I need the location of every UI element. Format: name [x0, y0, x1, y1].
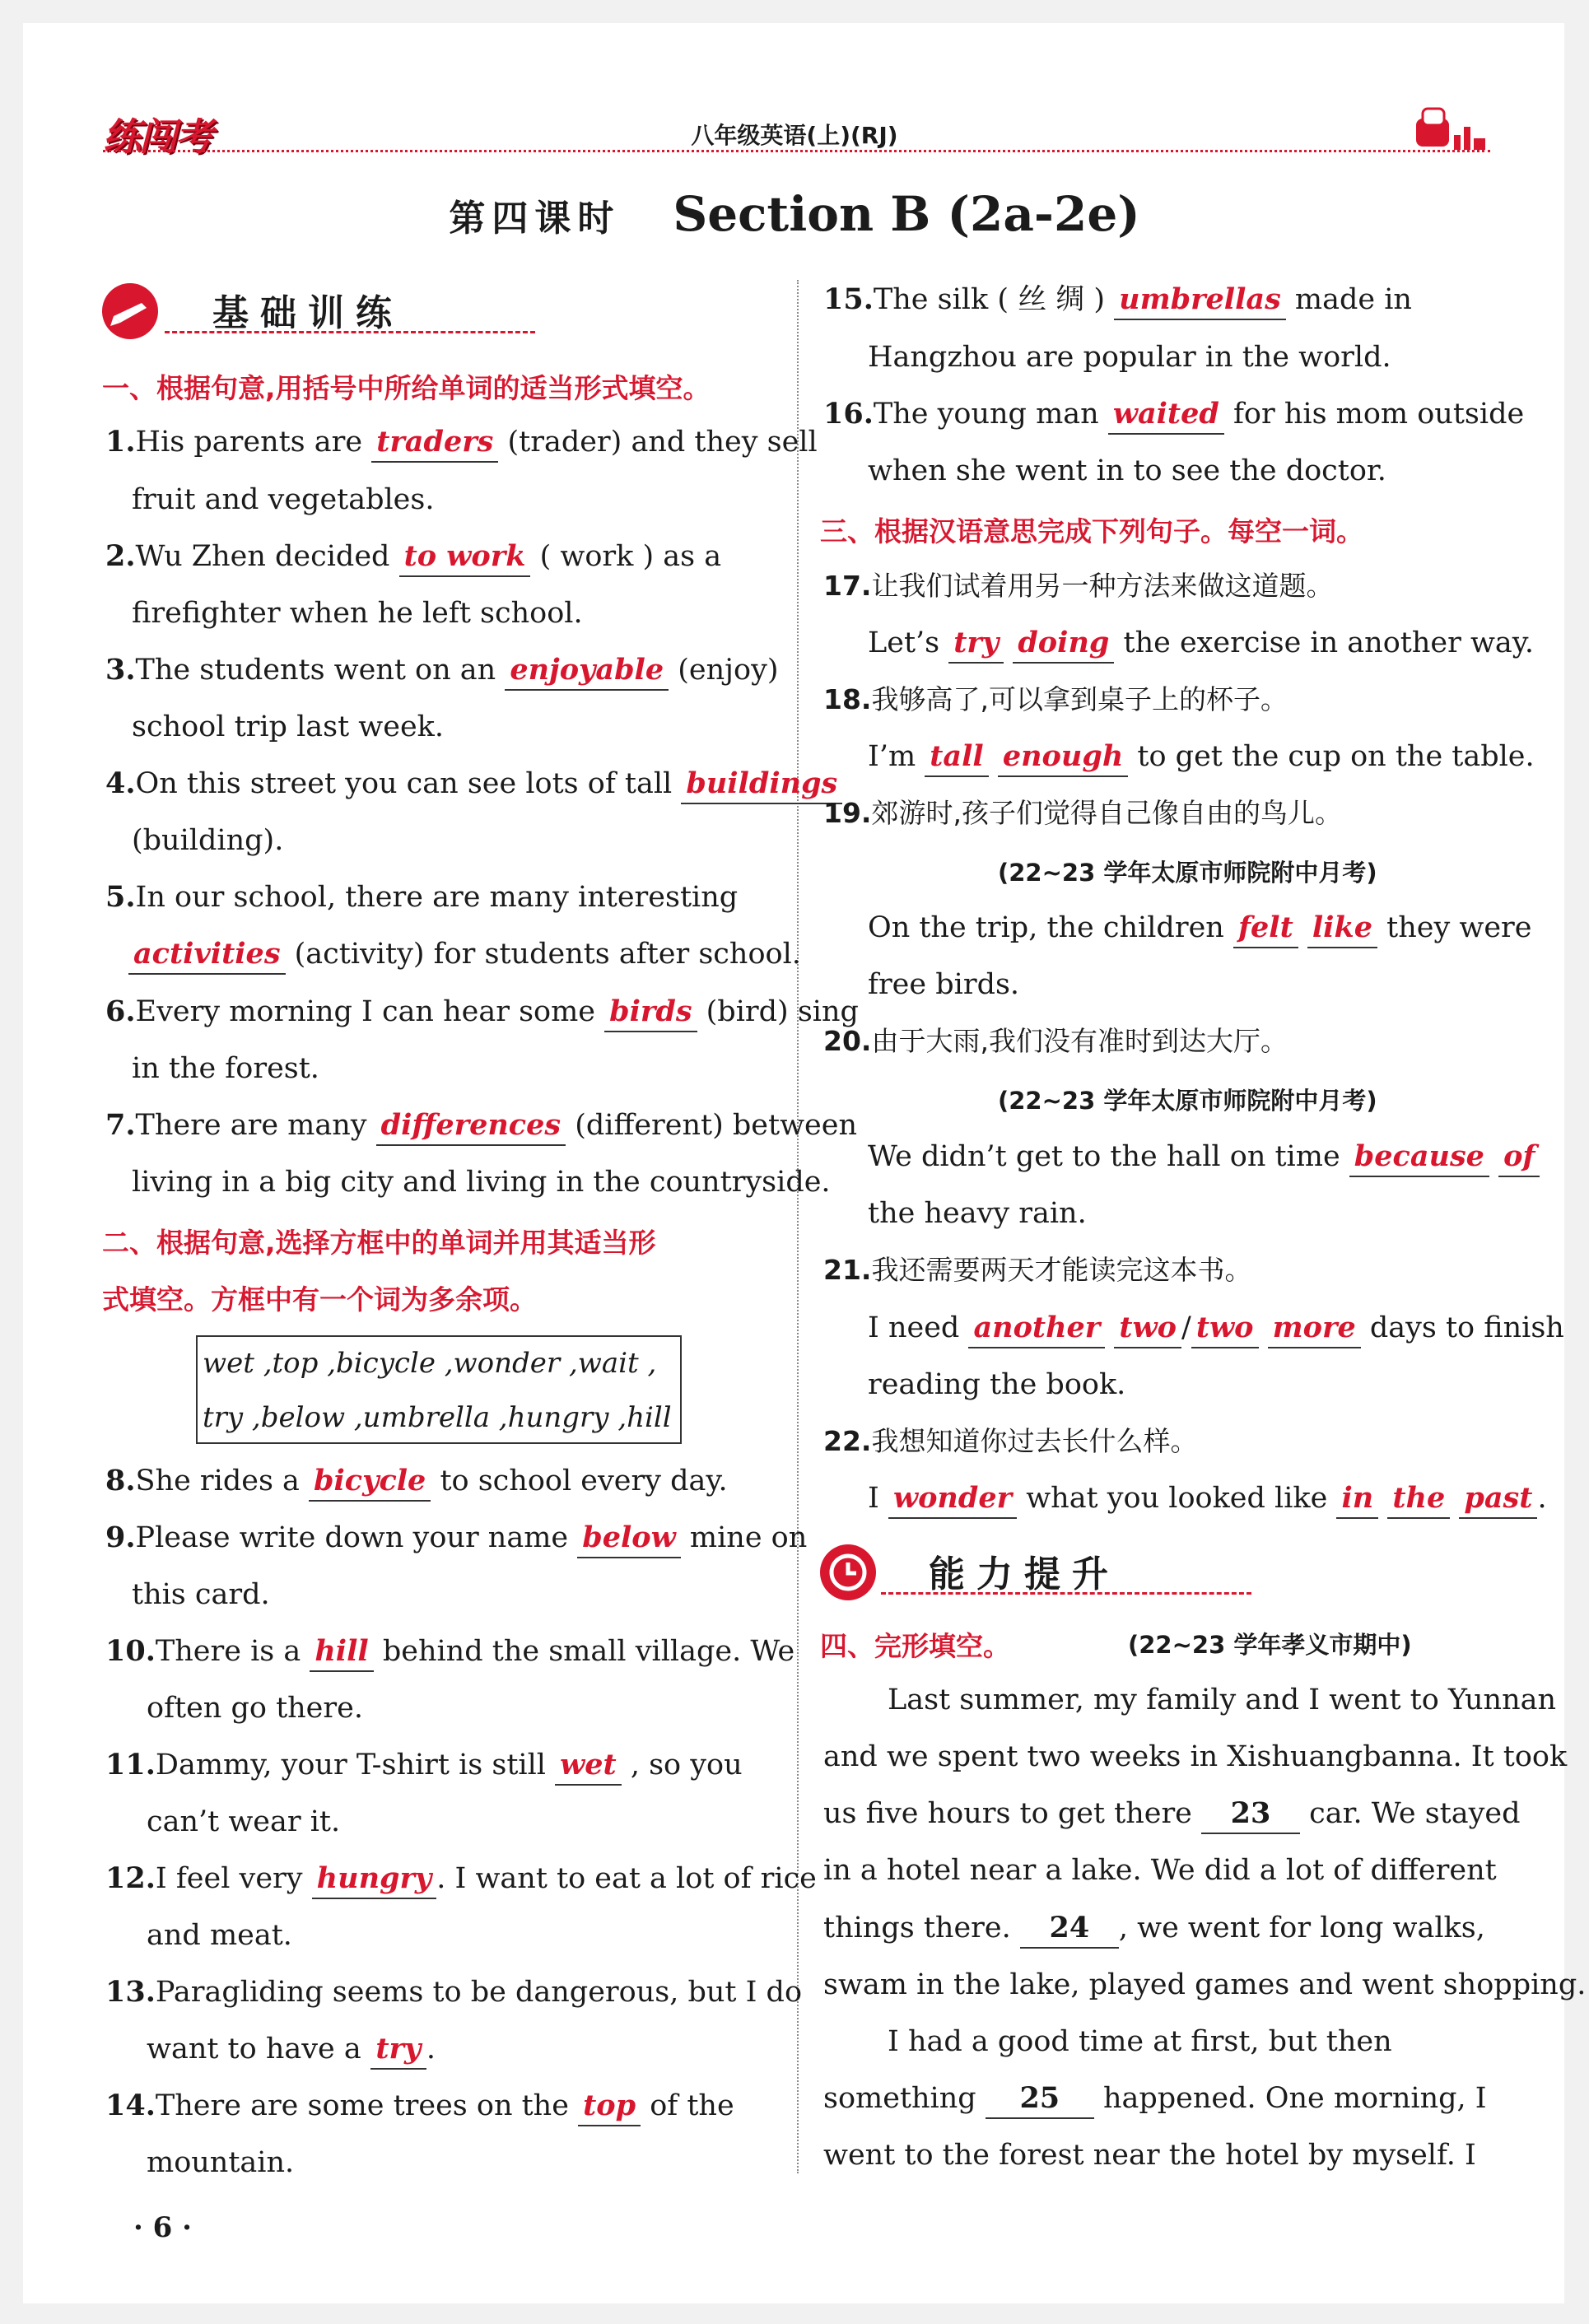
q22-answer-2: in [1336, 1479, 1378, 1519]
word-box-row1: wet ,top ,bicycle ,wonder ,wait , [203, 1347, 657, 1380]
q20-english-line2: the heavy rain. [868, 1197, 1087, 1230]
q2-line2: firefighter when he left school. [132, 597, 583, 630]
lesson-title [0, 186, 1589, 242]
q7-line2: living in a big city and living in the countryside. [132, 1166, 831, 1199]
q17-english: Let’s try doing the exercise in another way. [868, 624, 1534, 664]
q20-answer-1: because [1349, 1138, 1489, 1177]
q20-english-line1: We didn’t get to the hall on time because of [868, 1138, 1540, 1177]
q9-line1: 9.Please write down your name below mine on [105, 1519, 807, 1558]
q17-answer-1: try [948, 624, 1004, 664]
q17-chinese: 17.让我们试着用另一种方法来做这道题。 [823, 570, 1334, 602]
q22-english: I wonder what you looked like in the past . [868, 1479, 1547, 1519]
cloze-blank-24: 24 [1020, 1909, 1119, 1949]
q15-line2: Hangzhou are popular in the world. [868, 341, 1391, 374]
q2-line1: 2.Wu Zhen decided to work ( work ) as a [105, 538, 721, 577]
q20-source: (22~23 学年太原市师院附中月考) [998, 1087, 1377, 1115]
q11-answer: wet [555, 1746, 622, 1786]
q1-line1: 1.His parents are traders (trader) and they sell [105, 423, 818, 463]
q11-line2: can’t wear it. [147, 1805, 341, 1838]
cloze-line8: something 25 happened. One morning, I [823, 2079, 1487, 2119]
q10-answer: hill [310, 1632, 373, 1672]
clock-icon [820, 1544, 876, 1600]
q10-line2: often go there. [147, 1692, 363, 1725]
q21-english-line2: reading the book. [868, 1368, 1126, 1401]
q21-answer-4: more [1268, 1309, 1361, 1348]
book-title: 八年级英语(上)(RJ) [691, 122, 898, 149]
q6-line2: in the forest. [132, 1052, 319, 1085]
cloze-line9: went to the forest near the hotel by myself. I [823, 2139, 1476, 2172]
q18-chinese: 18.我够高了,可以拿到桌子上的杯子。 [823, 683, 1288, 715]
section-basic-underline [165, 331, 535, 333]
q19-source: (22~23 学年太原市师院附中月考) [998, 859, 1377, 887]
q16-line2: when she went in to see the doctor. [868, 454, 1386, 487]
section-advanced-title: 能力提升 [929, 1553, 1120, 1595]
q1-answer: traders [371, 423, 498, 463]
pencil-icon [102, 283, 158, 339]
part2-instruction-line1: 二、根据句意,选择方框中的单词并用其适当形 [102, 1227, 656, 1259]
q7-line1: 7.There are many differences (different) between [105, 1106, 857, 1146]
part4-source: (22~23 学年孝义市期中) [1128, 1631, 1412, 1659]
q9-answer: below [577, 1519, 681, 1558]
q18-answer-2: enough [998, 738, 1128, 777]
cloze-blank-25: 25 [986, 2079, 1094, 2119]
q14-line2: mountain. [147, 2146, 295, 2179]
q21-answer-2: two [1114, 1309, 1181, 1348]
page-number: · 6 · [133, 2211, 193, 2244]
cloze-line6: swam in the lake, played games and went shopping. [823, 1968, 1587, 2001]
q4-line2: (building). [132, 824, 284, 857]
cloze-blank-23: 23 [1201, 1795, 1300, 1834]
q21-answer-1: another [968, 1309, 1105, 1348]
q7-answer: differences [376, 1106, 566, 1146]
q22-answer-1: wonder [888, 1479, 1017, 1519]
q18-english: I’m tall enough to get the cup on the table. [868, 738, 1535, 777]
q16-line1: 16.The young man waited for his mom outside [823, 395, 1524, 435]
q13-line1: 13.Paragliding seems to be dangerous, but I do [105, 1975, 803, 2009]
q1-line2: fruit and vegetables. [132, 483, 435, 516]
q8-line1: 8.She rides a bicycle to school every day. [105, 1462, 728, 1502]
q4-line1: 4.On this street you can see lots of tall buildings [105, 765, 842, 804]
q19-chinese: 19.郊游时,孩子们觉得自己像自由的鸟儿。 [823, 797, 1342, 829]
q8-answer: bicycle [309, 1462, 431, 1502]
brand-logo: 练闯考 [103, 114, 212, 159]
q15-answer: umbrellas [1114, 281, 1286, 320]
q16-answer: waited [1108, 395, 1224, 435]
q12-answer: hungry [312, 1860, 437, 1899]
word-box-row2: try ,below ,umbrella ,hungry ,hill [203, 1401, 672, 1434]
cloze-line3: us five hours to get there 23 car. We stayed [823, 1795, 1521, 1834]
q21-answer-3: two [1191, 1309, 1259, 1348]
q21-chinese: 21.我还需要两天才能读完这本书。 [823, 1254, 1252, 1286]
q3-line2: school trip last week. [132, 710, 445, 743]
cloze-line2: and we spent two weeks in Xishuangbanna. It took [823, 1740, 1568, 1773]
q20-chinese: 20.由于大雨,我们没有准时到达大厅。 [823, 1025, 1288, 1057]
q18-answer-1: tall [925, 738, 988, 777]
section-basic-title: 基础训练 [212, 292, 403, 334]
cloze-line4: in a hotel near a lake. We did a lot of different [823, 1854, 1497, 1887]
q21-english-line1: I need another two / two more days to finish [868, 1309, 1564, 1348]
q6-answer: birds [604, 993, 697, 1032]
q19-english-line1: On the trip, the children felt like they were [868, 909, 1531, 948]
q5-line1: 5.In our school, there are many interesting [105, 880, 739, 914]
q17-answer-2: doing [1013, 624, 1114, 664]
q19-answer-2: like [1307, 909, 1377, 948]
q14-answer: top [578, 2087, 641, 2126]
q20-answer-2: of [1498, 1138, 1540, 1177]
q15-line1: 15.The silk ( 丝 绸 ) umbrellas made in [823, 281, 1412, 320]
lesson-number: 第四课时 [449, 198, 621, 240]
part2-instruction-line2: 式填空。方框中有一个词为多余项。 [102, 1283, 537, 1316]
q19-answer-1: felt [1233, 909, 1298, 948]
q2-answer: to work [399, 538, 531, 577]
lesson-section: Section B (2a-2e) [673, 186, 1140, 242]
q12-line1: 12.I feel very hungry . I want to eat a lot of rice [105, 1860, 817, 1899]
q3-line1: 3.The students went on an enjoyable (enjoy) [105, 651, 779, 691]
q19-english-line2: free birds. [868, 968, 1020, 1001]
fist-flag-icon [1413, 102, 1489, 153]
q9-line2: this card. [132, 1578, 270, 1611]
part1-instruction: 一、根据句意,用括号中所给单词的适当形式填空。 [102, 372, 711, 404]
q12-line2: and meat. [147, 1919, 292, 1952]
section-advanced-underline [881, 1592, 1251, 1595]
q3-answer: enjoyable [505, 651, 669, 691]
q11-line1: 11.Dammy, your T-shirt is still wet , so you [105, 1746, 743, 1786]
q14-line1: 14.There are some trees on the top of the [105, 2087, 734, 2126]
q13-line2: want to have a try . [147, 2030, 436, 2070]
q5-line2: activities (activity) for students after school. [128, 935, 801, 975]
cloze-line5: things there. 24 , we went for long walks, [823, 1909, 1485, 1949]
cloze-line1: Last summer, my family and I went to Yunnan [888, 1684, 1557, 1716]
part3-instruction: 三、根据汉语意思完成下列句子。每空一词。 [820, 515, 1363, 547]
q6-line1: 6.Every morning I can hear some birds (bird) sing [105, 993, 859, 1032]
q22-answer-3: the [1387, 1479, 1450, 1519]
q13-answer: try [370, 2030, 426, 2070]
word-box [196, 1335, 682, 1444]
q5-answer: activities [128, 935, 286, 975]
q22-chinese: 22.我想知道你过去长什么样。 [823, 1425, 1198, 1457]
part4-instruction: 四、完形填空。 [820, 1630, 1010, 1662]
q10-line1: 10.There is a hill behind the small village. We [105, 1632, 794, 1672]
header-divider [103, 150, 1490, 152]
q22-answer-4: past [1459, 1479, 1537, 1519]
q4-answer: buildings [681, 765, 842, 804]
cloze-line7: I had a good time at first, but then [888, 2025, 1392, 2058]
